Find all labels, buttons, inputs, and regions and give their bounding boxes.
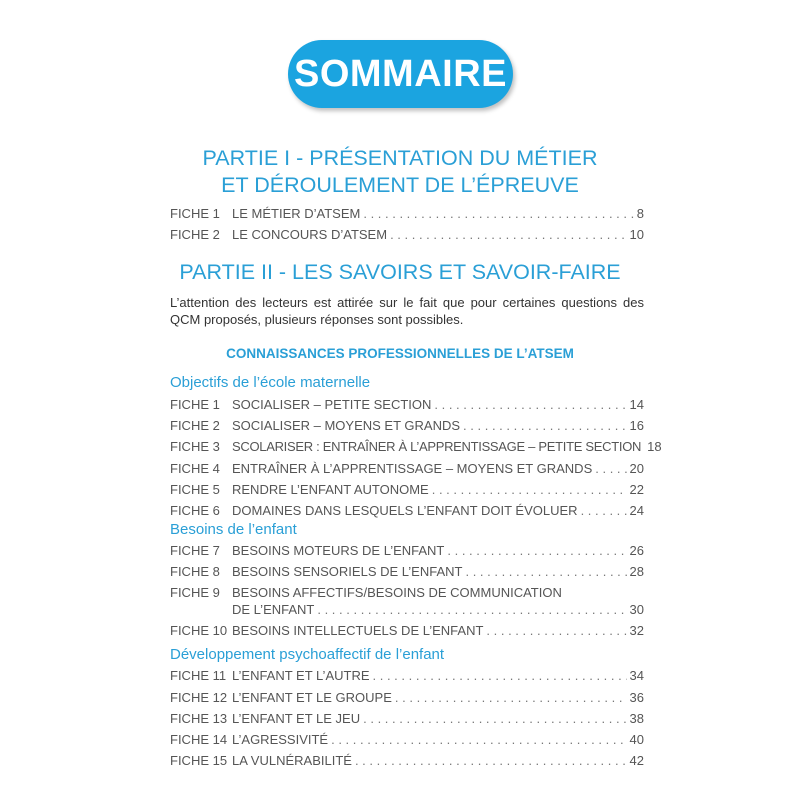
page-number: 16 <box>629 418 644 433</box>
fiche-label: FICHE 11 <box>170 668 227 683</box>
dot-leader <box>331 730 626 750</box>
fiche-title: DOMAINES DANS LESQUELS L’ENFANT DOIT ÉVOLUER <box>232 503 578 518</box>
toc-entry[interactable] <box>170 730 644 750</box>
fiche-title: L’AGRESSIVITÉ <box>232 732 329 747</box>
page-number: 36 <box>629 690 644 705</box>
toc-entry[interactable] <box>170 459 644 479</box>
page-number: 34 <box>629 668 644 683</box>
fiche-label: FICHE 6 <box>170 503 220 518</box>
toc-entry[interactable] <box>170 584 644 620</box>
fiche-title: BESOINS MOTEURS DE L’ENFANT <box>232 543 445 558</box>
fiche-title: SOCIALISER – MOYENS ET GRANDS <box>232 418 461 433</box>
fiche-title: SOCIALISER – PETITE SECTION <box>232 397 432 412</box>
fiche-title-line-1: BESOINS AFFECTIFS/BESOINS DE COMMUNICATION <box>232 585 562 600</box>
dot-leader <box>355 751 627 771</box>
notice-paragraph <box>170 294 644 328</box>
fiche-title: RENDRE L’ENFANT AUTONOME <box>232 482 429 497</box>
toc-entry[interactable] <box>170 562 644 582</box>
toc-entry[interactable] <box>170 541 644 561</box>
dot-leader <box>447 541 626 561</box>
dot-leader <box>395 688 627 708</box>
fiche-title: L’ENFANT ET LE JEU <box>232 711 361 726</box>
page-number: 14 <box>629 397 644 412</box>
page-number: 30 <box>629 602 644 617</box>
notice-line-2: QCM proposés, plusieurs réponses sont possibles. <box>170 312 464 327</box>
part1-heading-line2: ET DÉROULEMENT DE L’ÉPREUVE <box>221 173 579 197</box>
dot-leader <box>373 666 627 686</box>
fiche-label: FICHE 4 <box>170 461 220 476</box>
page-number: 10 <box>629 227 644 242</box>
dot-leader <box>486 621 626 641</box>
toc-entry[interactable] <box>170 437 662 457</box>
toc-entry[interactable] <box>170 204 644 224</box>
page-title: SOMMAIRE <box>294 52 507 95</box>
page-number: 22 <box>629 482 644 497</box>
notice-line-1: L’attention des lecteurs est attirée sur le fait que pour certaines questions des <box>170 295 644 310</box>
toc-entry[interactable] <box>170 751 644 771</box>
fiche-label: FICHE 3 <box>170 439 220 454</box>
toc-entry[interactable] <box>170 501 644 521</box>
page-number: 26 <box>629 543 644 558</box>
toc-entry[interactable] <box>170 480 644 500</box>
fiche-label: FICHE 1 <box>170 397 220 412</box>
toc-entry[interactable] <box>170 395 644 415</box>
fiche-label: FICHE 7 <box>170 543 220 558</box>
section-heading: CONNAISSANCES PROFESSIONNELLES DE L’ATSEM <box>226 346 574 361</box>
group-heading: Développement psychoaffectif de l’enfant <box>170 646 445 663</box>
fiche-title: L’ENFANT ET L’AUTRE <box>232 668 370 683</box>
page-number: 32 <box>629 623 644 638</box>
page-number: 38 <box>629 711 644 726</box>
toc-entry[interactable] <box>170 416 644 436</box>
page-number: 18 <box>647 439 662 454</box>
dot-leader <box>390 225 626 245</box>
dot-leader <box>363 204 633 224</box>
toc-entry[interactable] <box>170 225 644 245</box>
part2-heading: PARTIE II - LES SAVOIRS ET SAVOIR-FAIRE <box>179 260 621 284</box>
dot-leader <box>581 501 627 521</box>
fiche-label: FICHE 2 <box>170 418 220 433</box>
fiche-title: ENTRAÎNER À L’APPRENTISSAGE – MOYENS ET GRANDS <box>232 461 593 476</box>
dot-leader <box>463 416 626 436</box>
dot-leader <box>595 459 626 479</box>
dot-leader <box>465 562 626 582</box>
part1-heading-line1: PARTIE I - PRÉSENTATION DU MÉTIER <box>202 146 598 170</box>
dot-leader <box>317 601 626 618</box>
toc-entry[interactable] <box>170 709 644 729</box>
page-number: 40 <box>629 732 644 747</box>
fiche-label: FICHE 14 <box>170 732 228 747</box>
page-number: 24 <box>629 503 644 518</box>
dot-leader <box>363 709 626 729</box>
fiche-label: FICHE 10 <box>170 623 228 638</box>
fiche-title: L’ENFANT ET LE GROUPE <box>232 690 392 705</box>
fiche-title: LA VULNÉRABILITÉ <box>232 753 352 768</box>
sommaire-banner <box>288 40 513 108</box>
fiche-title: BESOINS SENSORIELS DE L’ENFANT <box>232 564 463 579</box>
fiche-label: FICHE 15 <box>170 753 228 768</box>
toc-entry[interactable] <box>170 688 644 708</box>
fiche-title: LE MÉTIER D’ATSEM <box>232 206 361 221</box>
group-heading: Besoins de l’enfant <box>170 521 297 538</box>
page-number: 8 <box>636 206 644 221</box>
dot-leader <box>434 395 626 415</box>
fiche-label: FICHE 2 <box>170 227 220 242</box>
fiche-label: FICHE 1 <box>170 206 220 221</box>
fiche-title-line-2: DE L’ENFANT <box>232 602 315 617</box>
toc-entry[interactable] <box>170 621 644 641</box>
fiche-label: FICHE 13 <box>170 711 228 726</box>
toc-entry[interactable] <box>170 666 644 686</box>
fiche-label: FICHE 8 <box>170 564 220 579</box>
page-number: 20 <box>629 461 644 476</box>
page-number: 28 <box>629 564 644 579</box>
fiche-title: SCOLARISER : ENTRAÎNER À L’APPRENTISSAGE – PETITE SECTION <box>232 439 642 454</box>
fiche-title: LE CONCOURS D’ATSEM <box>232 227 388 242</box>
page-number: 42 <box>629 753 644 768</box>
dot-leader <box>432 480 627 500</box>
group-heading: Objectifs de l’école maternelle <box>170 374 371 391</box>
fiche-label: FICHE 5 <box>170 482 220 497</box>
fiche-label: FICHE 12 <box>170 690 228 705</box>
fiche-title: BESOINS INTELLECTUELS DE L’ENFANT <box>232 623 484 638</box>
fiche-label: FICHE 9 <box>170 585 220 600</box>
